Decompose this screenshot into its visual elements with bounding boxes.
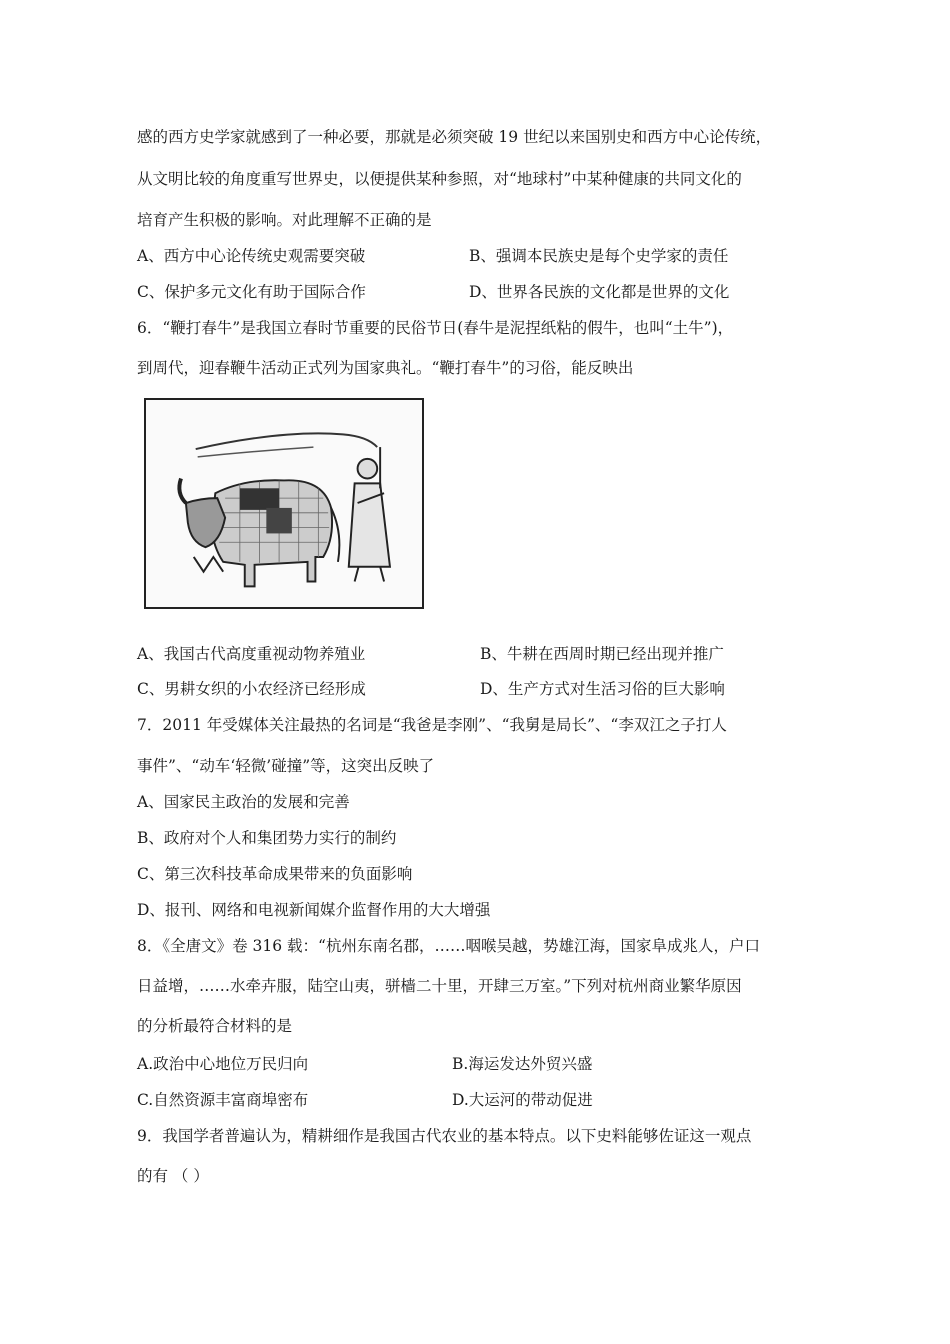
q7-option-c: C、第三次科技革命成果带来的负面影响 [137, 865, 413, 883]
q6-option-b: B、牛耕在西周时期已经出现并推广 [480, 645, 724, 663]
q7-option-b: B、政府对个人和集团势力实行的制约 [137, 829, 397, 847]
q7-option-a: A、国家民主政治的发展和完善 [137, 793, 350, 811]
q5-stem-line-3: 培育产生积极的影响。对此理解不正确的是 [137, 211, 432, 229]
q8-option-b: B.海运发达外贸兴盛 [452, 1055, 593, 1073]
q6-option-c: C、男耕女织的小农经济已经形成 [137, 680, 366, 698]
q8-option-c: C.自然资源丰富商埠密布 [137, 1091, 309, 1109]
q5-option-d: D、世界各民族的文化都是世界的文化 [469, 283, 730, 301]
q5-option-c: C、保护多元文化有助于国际合作 [137, 283, 366, 301]
q7-option-d: D、报刊、网络和电视新闻媒介监督作用的大大增强 [137, 901, 491, 919]
q9-stem-line-1: 9．我国学者普遍认为，精耕细作是我国古代农业的基本特点。以下史料能够佐证这一观点 [137, 1127, 752, 1145]
q8-stem-line-2: 日益增，……水牵卉服，陆空山夷，骈樯二十里，开肆三万室。”下列对杭州商业繁华原因 [137, 977, 742, 995]
q5-option-a: A、西方中心论传统史观需要突破 [137, 247, 366, 265]
ox-whipping-icon [146, 400, 422, 607]
q6-stem-line-1: 6．“鞭打春牛”是我国立春时节重要的民俗节日(春牛是泥捏纸粘的假牛，也叫“土牛”)， [137, 319, 734, 337]
q6-stem-line-2: 到周代，迎春鞭牛活动正式列为国家典礼。“鞭打春牛”的习俗，能反映出 [137, 359, 634, 377]
q5-stem-line-1: 感的西方史学家就感到了一种必要，那就是必须突破 19 世纪以来国别史和西方中心论传统， [137, 128, 772, 146]
q8-option-d: D.大运河的带动促进 [452, 1091, 593, 1109]
q6-option-a: A、我国古代高度重视动物养殖业 [137, 645, 366, 663]
q8-option-a: A.政治中心地位万民归向 [137, 1055, 309, 1073]
q6-option-d: D、生产方式对生活习俗的巨大影响 [480, 680, 725, 698]
q8-stem-line-1: 8．《全唐文》卷 316 载：“杭州东南名郡，……咽喉吴越，势雄江海，国家阜成兆人，户口 [137, 937, 760, 955]
q7-stem-line-2: 事件”、“动车‘轻微’碰撞”等，这突出反映了 [137, 757, 435, 775]
q5-option-b: B、强调本民族史是每个史学家的责任 [469, 247, 729, 265]
q7-stem-line-1: 7．2011 年受媒体关注最热的名词是“我爸是李刚”、“我舅是局长”、“李双江之子打人 [137, 716, 727, 734]
q5-stem-line-2: 从文明比较的角度重写世界史，以便提供某种参照，对“地球村”中某种健康的共同文化的 [137, 170, 742, 188]
ox-whipping-illustration [144, 398, 424, 609]
q9-stem-line-2: 的有 （ ） [137, 1167, 209, 1185]
q8-stem-line-3: 的分析最符合材料的是 [137, 1017, 293, 1035]
